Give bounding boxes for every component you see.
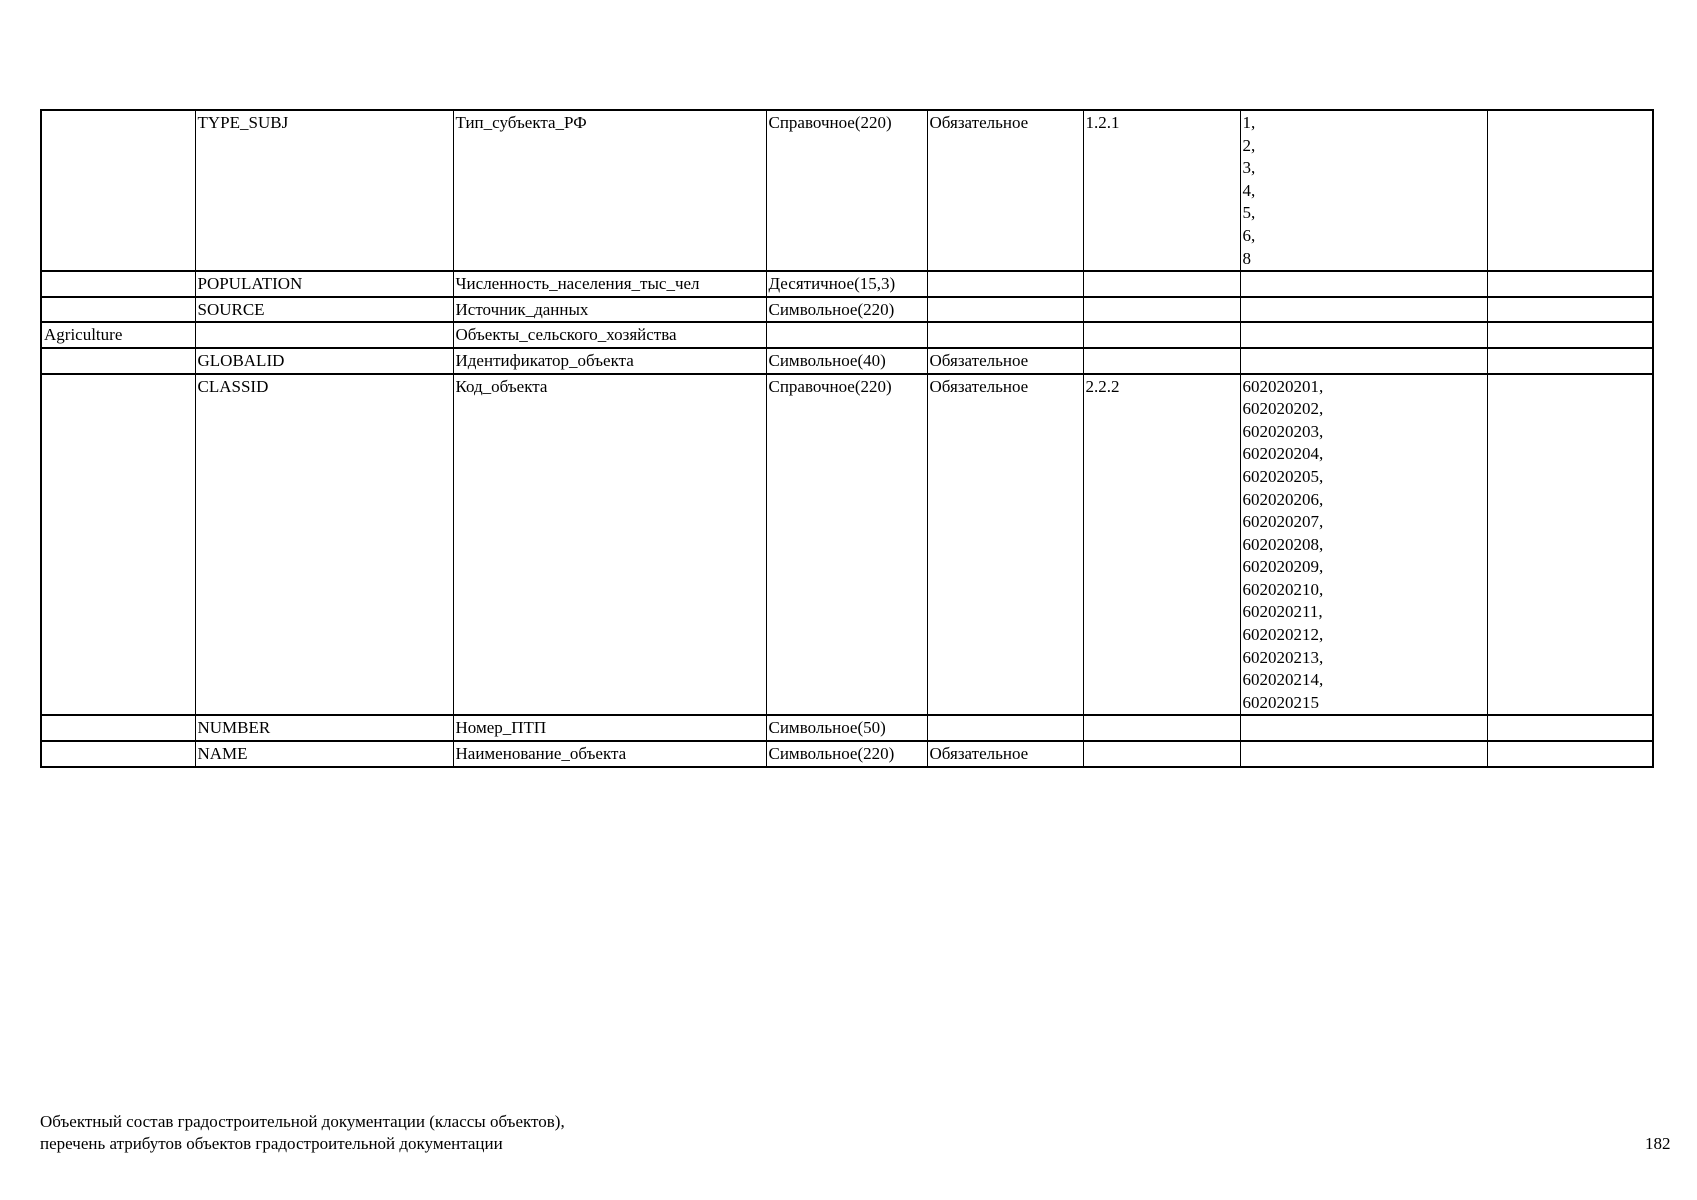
- note-cell: [1487, 322, 1653, 348]
- reference-cell: [1083, 348, 1240, 374]
- description-cell: Код_объекта: [453, 374, 766, 716]
- value-item: 602020203,: [1242, 421, 1324, 441]
- value-item: 602020215: [1242, 692, 1319, 712]
- description-cell: Идентификатор_объекта: [453, 348, 766, 374]
- field-name-cell: CLASSID: [195, 374, 453, 716]
- value-item: 602020213,: [1242, 647, 1324, 667]
- values-cell: [1240, 271, 1487, 297]
- reference-cell: 2.2.2: [1083, 374, 1240, 716]
- value-item: 3,: [1242, 158, 1256, 178]
- caption-line-1: Объектный состав градостроительной документации (классы объектов),: [40, 1112, 565, 1131]
- value-item: 602020207,: [1242, 512, 1324, 532]
- required-cell: [927, 297, 1083, 323]
- value-item: 602020206,: [1242, 489, 1324, 509]
- note-cell: [1487, 374, 1653, 716]
- table-row: [41, 715, 1653, 741]
- value-item: 602020211,: [1242, 602, 1323, 622]
- required-cell: Обязательное: [927, 110, 1083, 271]
- values-cell: [1240, 715, 1487, 741]
- value-item: 602020208,: [1242, 534, 1324, 554]
- page-number: 182: [1645, 1134, 1671, 1153]
- table-row: [41, 741, 1653, 767]
- class-cell: [41, 715, 195, 741]
- type-cell: Справочное(220): [766, 110, 927, 271]
- required-cell: Обязательное: [927, 374, 1083, 716]
- reference-cell: [1083, 297, 1240, 323]
- field-name-cell: GLOBALID: [195, 348, 453, 374]
- type-cell: Справочное(220): [766, 374, 927, 716]
- reference-cell: [1083, 741, 1240, 767]
- table-row: [41, 297, 1653, 323]
- reference-cell: [1083, 322, 1240, 348]
- note-cell: [1487, 715, 1653, 741]
- table-row: [41, 322, 1653, 348]
- value-item: 602020204,: [1242, 444, 1324, 464]
- type-cell: Символьное(220): [766, 741, 927, 767]
- description-cell: Объекты_сельского_хозяйства: [453, 322, 766, 348]
- note-cell: [1487, 110, 1653, 271]
- value-item: 602020209,: [1242, 557, 1324, 577]
- description-cell: Тип_субъекта_РФ: [453, 110, 766, 271]
- type-cell: Символьное(220): [766, 297, 927, 323]
- description-cell: Номер_ПТП: [453, 715, 766, 741]
- reference-cell: [1083, 271, 1240, 297]
- required-cell: [927, 322, 1083, 348]
- reference-cell: 1.2.1: [1083, 110, 1240, 271]
- reference-cell: [1083, 715, 1240, 741]
- type-cell: Десятичное(15,3): [766, 271, 927, 297]
- required-cell: Обязательное: [927, 348, 1083, 374]
- field-name-cell: NUMBER: [195, 715, 453, 741]
- value-item: 602020212,: [1242, 625, 1324, 645]
- values-cell: [1240, 322, 1487, 348]
- table-row: [41, 271, 1653, 297]
- description-cell: Численность_населения_тыс_чел: [453, 271, 766, 297]
- type-cell: [766, 322, 927, 348]
- note-cell: [1487, 741, 1653, 767]
- value-item: 602020214,: [1242, 670, 1324, 690]
- description-cell: Наименование_объекта: [453, 741, 766, 767]
- required-cell: [927, 271, 1083, 297]
- note-cell: [1487, 297, 1653, 323]
- class-cell: [41, 741, 195, 767]
- table-body: [41, 110, 1653, 767]
- note-cell: [1487, 348, 1653, 374]
- note-cell: [1487, 271, 1653, 297]
- document-caption: [40, 1111, 565, 1155]
- type-cell: Символьное(40): [766, 348, 927, 374]
- value-item: 602020205,: [1242, 466, 1324, 486]
- required-cell: [927, 715, 1083, 741]
- class-cell: [41, 374, 195, 716]
- class-cell: [41, 348, 195, 374]
- value-item: 1,: [1242, 113, 1256, 132]
- value-item: 602020202,: [1242, 399, 1324, 419]
- class-cell: [41, 271, 195, 297]
- values-cell: [1240, 297, 1487, 323]
- field-name-cell: POPULATION: [195, 271, 453, 297]
- table-row: [41, 110, 1653, 271]
- values-cell: [1240, 374, 1487, 716]
- description-cell: Источник_данных: [453, 297, 766, 323]
- attributes-table: [40, 109, 1654, 768]
- table-row: [41, 374, 1653, 716]
- class-cell: [41, 110, 195, 271]
- class-cell: Agriculture: [41, 322, 195, 348]
- field-name-cell: [195, 322, 453, 348]
- value-item: 8: [1242, 248, 1251, 268]
- value-item: 602020201,: [1242, 376, 1324, 396]
- value-item: 6,: [1242, 225, 1256, 245]
- value-item: 5,: [1242, 203, 1256, 223]
- values-cell: [1240, 110, 1487, 271]
- table-row: [41, 348, 1653, 374]
- field-name-cell: NAME: [195, 741, 453, 767]
- value-item: 2,: [1242, 135, 1256, 155]
- value-item: 4,: [1242, 180, 1256, 200]
- values-cell: [1240, 348, 1487, 374]
- class-cell: [41, 297, 195, 323]
- required-cell: Обязательное: [927, 741, 1083, 767]
- type-cell: Символьное(50): [766, 715, 927, 741]
- values-cell: [1240, 741, 1487, 767]
- field-name-cell: TYPE_SUBJ: [195, 110, 453, 271]
- value-item: 602020210,: [1242, 579, 1324, 599]
- caption-line-2: перечень атрибутов объектов градостроительной документации: [40, 1134, 503, 1153]
- field-name-cell: SOURCE: [195, 297, 453, 323]
